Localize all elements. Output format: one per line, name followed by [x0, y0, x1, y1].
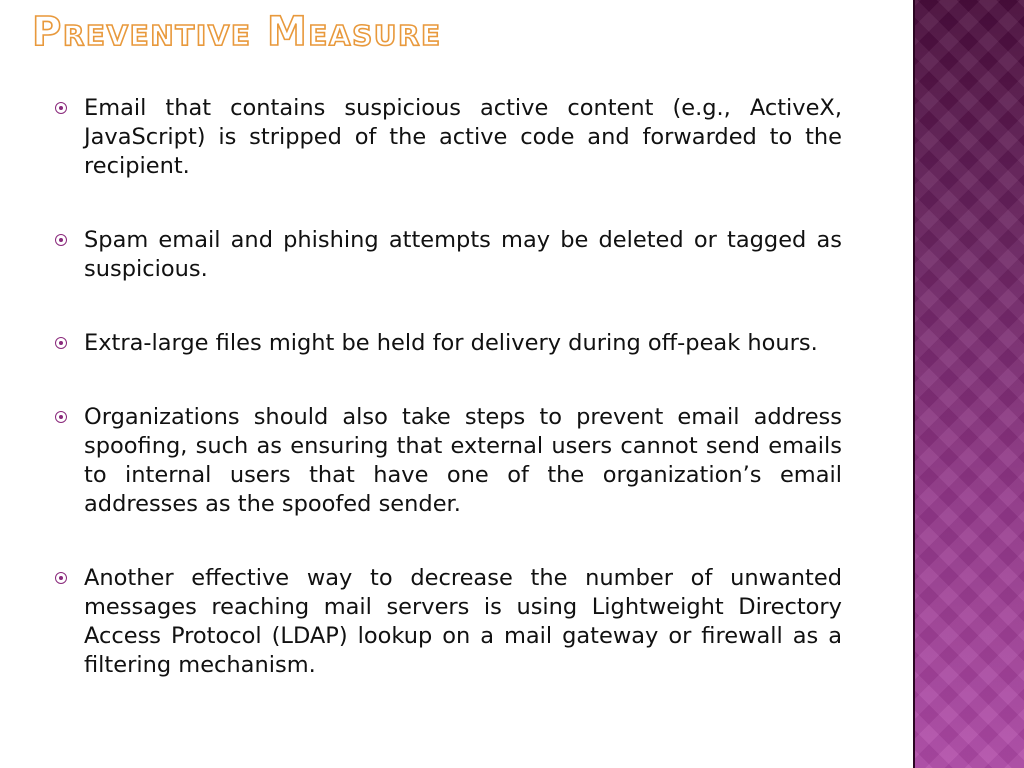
bullet-item — [54, 226, 842, 284]
bullet-text: Organizations should also take steps to prevent email address spoofing, such as ensuring that external users cannot send emails to internal users that have one of the organization’s email addresses as the spoofed sender. — [84, 404, 842, 517]
bullet-text: Spam email and phishing attempts may be deleted or tagged as suspicious. — [84, 227, 842, 282]
bullet-item — [54, 94, 842, 181]
bullet-item — [54, 403, 842, 519]
bullet-list — [54, 94, 842, 725]
decorative-side-band — [913, 0, 1024, 768]
side-band-edge — [913, 0, 915, 768]
slide-title: Preventive Measure — [32, 9, 442, 55]
circled-dot-bullet-icon — [55, 102, 67, 114]
bullet-item — [54, 564, 842, 680]
bullet-text: Another effective way to decrease the number of unwanted messages reaching mail servers is using Lightweight Directory Access Protocol (LDAP) lookup on a mail gateway or firewall as a filtering mechanism. — [84, 565, 842, 678]
circled-dot-bullet-icon — [55, 234, 67, 246]
bullet-text: Extra-large files might be held for delivery during off-peak hours. — [84, 330, 818, 356]
circled-dot-bullet-icon — [55, 572, 67, 584]
bullet-text: Email that contains suspicious active content (e.g., ActiveX, JavaScript) is stripped of the active code and forwarded to the recipient. — [84, 95, 842, 179]
circled-dot-bullet-icon — [55, 337, 67, 349]
circled-dot-bullet-icon — [55, 411, 67, 423]
bullet-item — [54, 329, 842, 358]
